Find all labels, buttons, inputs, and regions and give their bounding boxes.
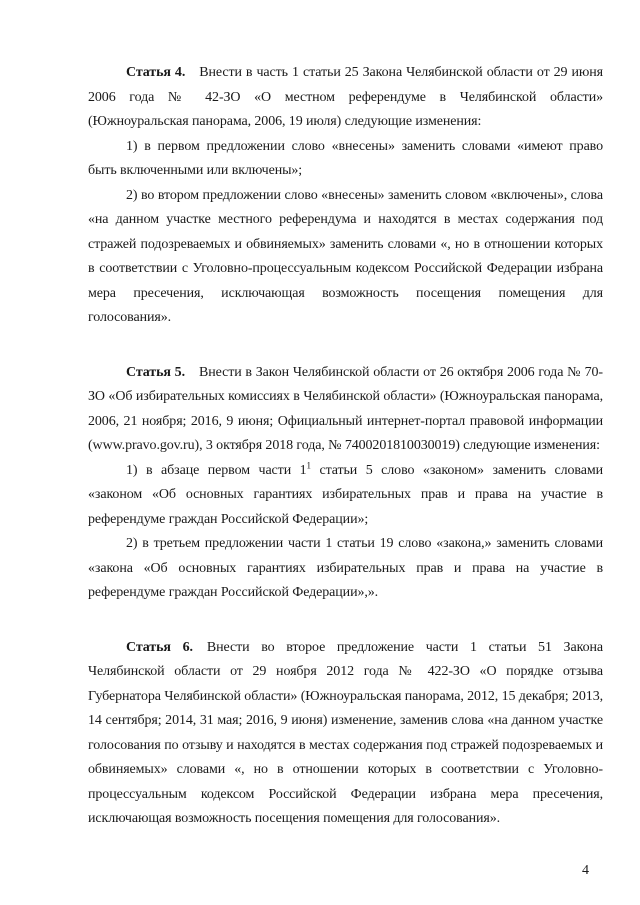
article-6-intro-text: Внести во второе предложение части 1 статьи 51 Закона Челябинской области от 29 ноября 2012 года № 422-ЗО «О порядке отзыва Губернатора Челябинской области» (Южноуральская панорама, 2012, 15 декабря; 2013, 14 сентября; 2014, 31 мая; 2016, 9 июня) изменение, заменив слова «на данном участке голосования по отзыву и находятся в местах содержания под стражей подозреваемых и обвиняемых» словами «, но в отношении которых в соответствии с Уголовно-процессуальным кодексом Российской Федерации избрана мера пресечения, исключающая возможность посещения помещения для голосования». bbox=[88, 639, 603, 826]
article-5-item-1-superscript: 1 bbox=[306, 459, 311, 470]
article-4 bbox=[88, 61, 603, 331]
article-5-heading: Статья 5. bbox=[126, 364, 185, 380]
article-6 bbox=[88, 636, 603, 832]
document-body bbox=[88, 61, 603, 832]
article-4-heading: Статья 4. bbox=[126, 65, 186, 80]
article-5-item-1-before: 1) в абзаце первом части 1 bbox=[126, 462, 307, 478]
article-5-item-1-after: статьи 5 слово «законом» заменить словами «законом «Об основных гарантиях избирательных прав и права на участие в референдуме граждан Российской Федерации»; bbox=[88, 462, 603, 527]
article-4-intro-text: Внести в часть 1 статьи 25 Закона Челябинской области от 29 июня 2006 года № 42-ЗО «О местном референдуме в Челябинской области» (Южноуральская панорама, 2006, 19 июля) следующие изменения: bbox=[88, 65, 603, 129]
article-5-item-1 bbox=[88, 459, 603, 533]
article-6-heading: Статья 6. bbox=[126, 639, 193, 655]
article-4-item-1: 1) в первом предложении слово «внесены» заменить словами «имеют право быть включенными или включены»; bbox=[88, 138, 603, 178]
article-5-intro-text: Внести в Закон Челябинской области от 26 октября 2006 года № 70-ЗО «Об избирательных комиссиях в Челябинской области» (Южноуральская панорама, 2006, 21 ноября; 2016, 9 июня; Официальный интернет-портал правовой информации (www.pravo.gov.ru), 3 октября 2018 года, № 7400201810030019) следующие изменения: bbox=[88, 364, 603, 453]
article-4-item-2: 2) во втором предложении слово «внесены» заменить словом «включены», слова «на данном участке местного референдума и находятся в местах содержания под стражей подозреваемых и обвиняемых» заменить словами «, но в отношении которых в соответствии с Уголовно-процессуальным кодексом Российской Федерации избрана мера пресечения, исключающая возможность посещения помещения для голосования». bbox=[88, 187, 603, 325]
article-5-item-2: 2) в третьем предложении части 1 статьи 19 слово «закона,» заменить словами «закона «Об основных гарантиях избирательных прав и права на участие в референдуме граждан Российской Федерации»,». bbox=[88, 536, 603, 600]
article-6-intro bbox=[88, 636, 603, 832]
article-4-intro bbox=[88, 61, 603, 135]
page-number: 4 bbox=[582, 863, 589, 878]
article-5 bbox=[88, 361, 603, 606]
article-5-intro bbox=[88, 361, 603, 459]
